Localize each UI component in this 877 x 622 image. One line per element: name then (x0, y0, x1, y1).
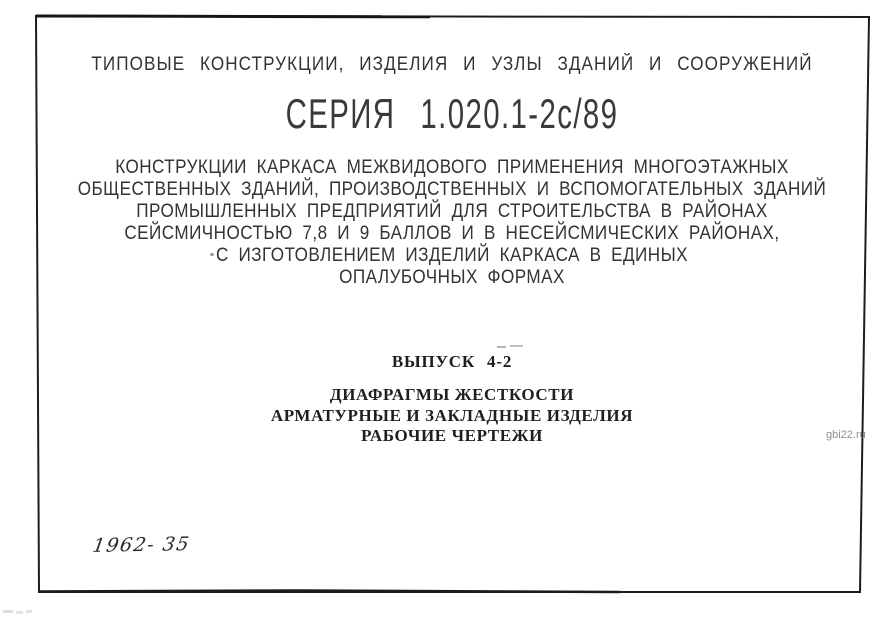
description-paragraph (78, 157, 827, 289)
description-line: ПРОМЫШЛЕННЫХ ПРЕДПРИЯТИЙ ДЛЯ СТРОИТЕЛЬСТВА В РАЙОНАХ (136, 201, 768, 222)
scan-smudge-dash (510, 345, 523, 347)
description-line: С ИЗГОТОВЛЕНИЕМ ИЗДЕЛИЙ КАРКАСА В ЕДИНЫХ (215, 245, 689, 266)
issue-label: ВЫПУСК 4-2 (391, 352, 513, 371)
scan-smudge-dash (497, 346, 506, 348)
description-line: ОПАЛУБОЧНЫХ ФОРМАХ (339, 267, 565, 288)
handwritten-note: 1962- 35 (91, 533, 192, 557)
scan-smudge (26, 610, 32, 613)
series-title: СЕРИЯ 1.020.1-2с/89 (285, 90, 619, 137)
description-line: КОНСТРУКЦИИ КАРКАСА МЕЖВИДОВОГО ПРИМЕНЕНИЯ МНОГОЭТАЖНЫХ (115, 157, 789, 178)
subtitle-line: ДИАФРАГМЫ ЖЕСТКОСТИ (329, 385, 575, 404)
description-line: СЕЙСМИЧНОСТЬЮ 7,8 И 9 БАЛЛОВ И В НЕСЕЙСМИЧЕСКИХ РАЙОНАХ, (124, 223, 780, 244)
description-line: ОБЩЕСТВЕННЫХ ЗДАНИЙ, ПРОИЗВОДСТВЕННЫХ И ВСПОМОГАТЕЛЬНЫХ ЗДАНИЙ (77, 179, 827, 200)
document-header: ТИПОВЫЕ КОНСТРУКЦИИ, ИЗДЕЛИЯ И УЗЛЫ ЗДАНИЙ И СООРУЖЕНИЙ (91, 54, 813, 75)
subtitle-block (36, 385, 868, 447)
subtitle-line: АРМАТУРНЫЕ И ЗАКЛАДНЫЕ ИЗДЕЛИЯ (270, 405, 634, 425)
scan-smudge (16, 611, 23, 614)
scan-smudge (3, 610, 13, 613)
subtitle-line: РАБОЧИЕ ЧЕРТЕЖИ (361, 426, 543, 445)
watermark-text: gbi22.ru (826, 429, 866, 441)
